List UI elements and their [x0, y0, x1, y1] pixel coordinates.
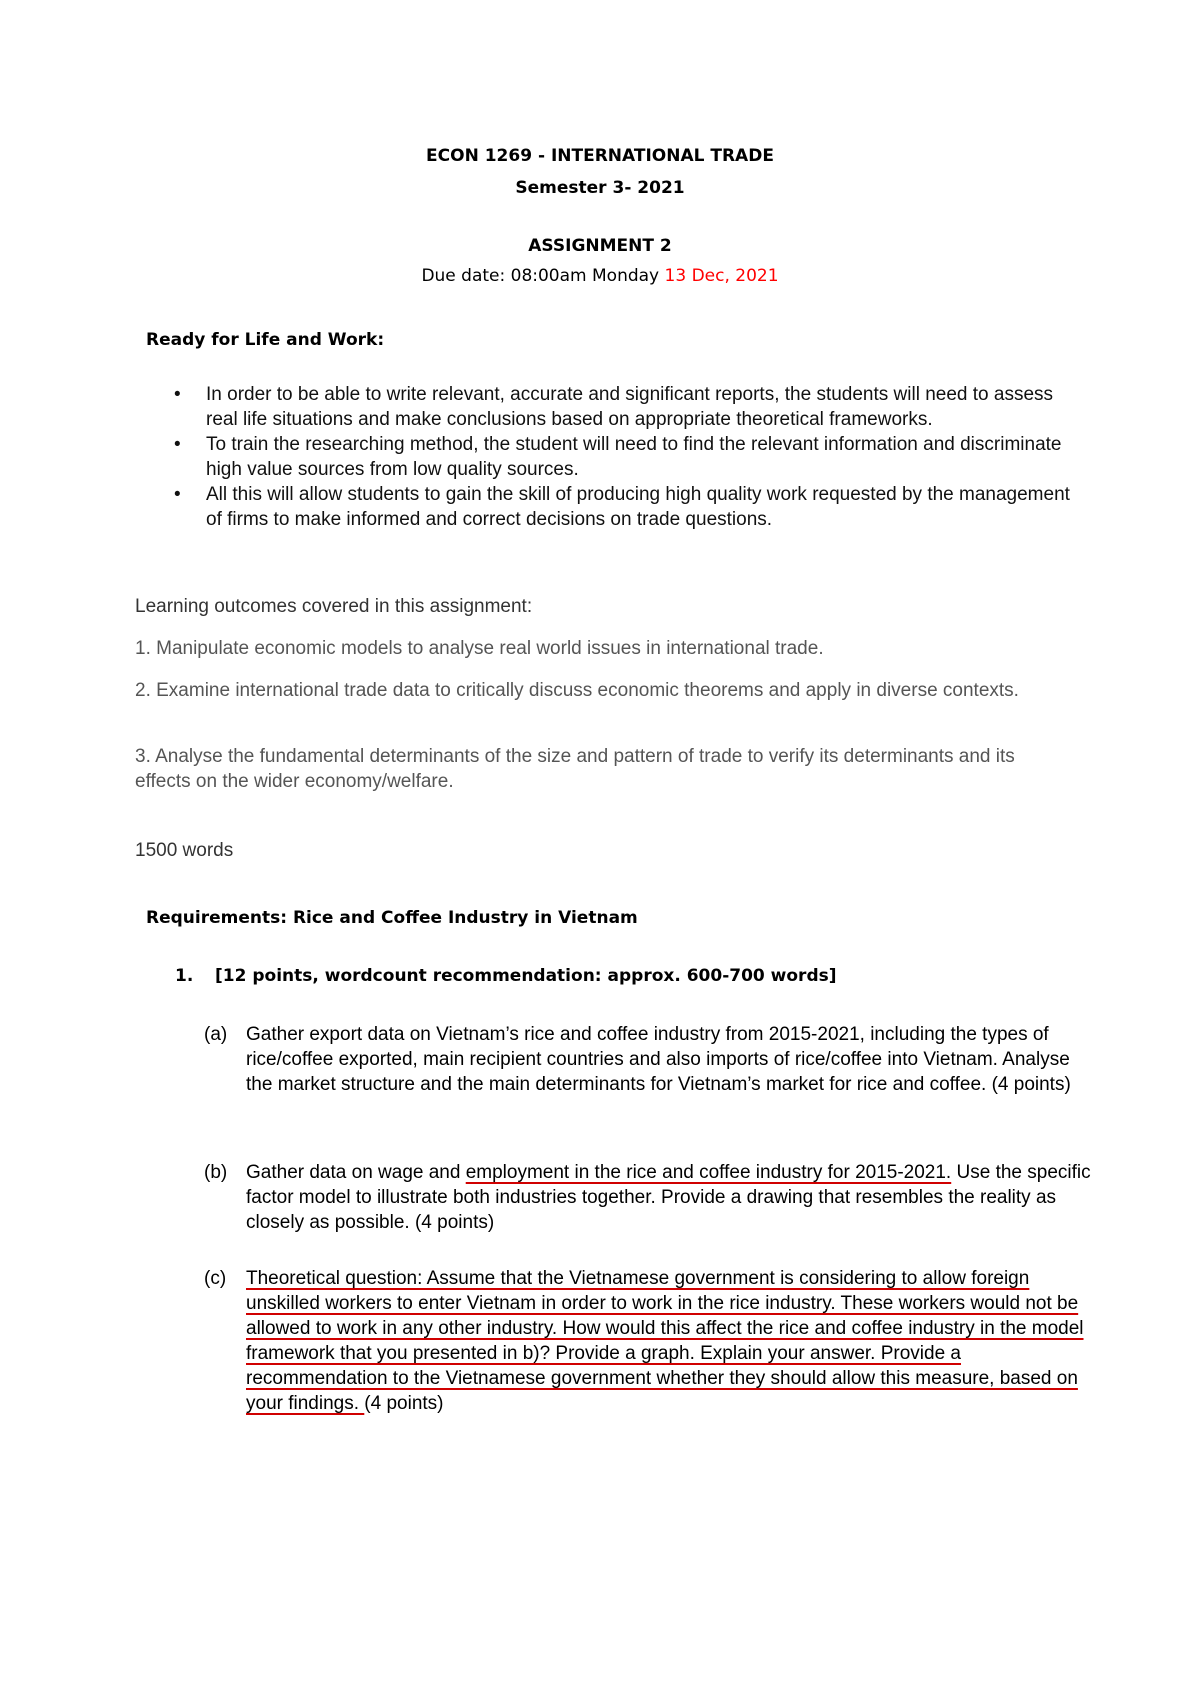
due-date-line — [0, 266, 1200, 286]
question-part-a — [204, 1022, 1094, 1097]
part-label: (b) — [204, 1162, 228, 1183]
list-item: • All this will allow students to gain the skill of producing high quality work requested by the management of firms to make informed and correct decisions on trade questions. — [174, 484, 1070, 530]
semester-line: Semester 3- 2021 — [515, 178, 685, 198]
question-1-title — [175, 966, 837, 986]
learning-outcomes-heading: Learning outcomes covered in this assignment: — [135, 596, 533, 617]
annotated-underline: employment in the rice and coffee industry for 2015-2021. — [465, 1162, 952, 1183]
part-label: (c) — [204, 1268, 227, 1289]
requirements-heading: Requirements: Rice and Coffee Industry in Vietnam — [146, 908, 638, 928]
part-text: Theoretical question: Assume that the Vietnamese government is considering to allow foreign unskilled workers to enter Vietnam in order to work in the rice industry. These workers would not be allowed to work in any other industry. How would this affect the rice and coffee industry in the model framework that you presented in b)? Provide a graph. Explain your answer. Provide a recommendation to the Vietnamese government whether they should allow this measure, based on your findings. (4 points) — [246, 1268, 1084, 1414]
ready-heading: Ready for Life and Work: — [146, 330, 385, 350]
bullet-icon: • — [174, 384, 181, 405]
question-part-c — [204, 1266, 1094, 1416]
question-part-b — [204, 1160, 1094, 1235]
question-title: [12 points, wordcount recommendation: approx. 600-700 words] — [215, 966, 837, 986]
annotated-underline: Theoretical question: Assume that the Vietnamese government is considering to allow foreign unskilled workers to enter Vietnam in order to work in the rice industry. These workers would not be allowed to work in any other industry. How would this affect the rice and coffee industry in the model framework that you presented in b)? Provide a graph. Explain your answer. Provide a recommendation to the Vietnamese government whether they should allow this measure, based on your findings. — [246, 1268, 1084, 1414]
list-item: • To train the researching method, the student will need to find the relevant information and discriminate high value sources from low quality sources. — [174, 434, 1062, 480]
word-count: 1500 words — [135, 840, 234, 861]
learning-outcome-2: 2. Examine international trade data to critically discuss economic theorems and apply in diverse contexts. — [135, 680, 1019, 701]
part-label: (a) — [204, 1024, 228, 1045]
due-date-prefix: Due date: 08:00am Monday — [421, 266, 665, 286]
course-title: ECON 1269 - INTERNATIONAL TRADE — [426, 146, 774, 166]
question-number: 1. — [175, 966, 194, 986]
learning-outcome-1: 1. Manipulate economic models to analyse real world issues in international trade. — [135, 638, 824, 659]
bullet-icon: • — [174, 434, 181, 455]
assignment-title: ASSIGNMENT 2 — [528, 236, 672, 256]
part-text: Gather data on wage and employment in the rice and coffee industry for 2015-2021. Use the specific factor model to illustrate both industries together. Provide a drawing that resembles the reality as closely as possible. (4 points) — [246, 1162, 1091, 1233]
learning-outcome-3: 3. Analyse the fundamental determinants of the size and pattern of trade to verify its determinants and its effects on the wider economy/welfare. — [135, 746, 1015, 792]
ready-bullet-list — [140, 382, 1080, 532]
bullet-icon: • — [174, 484, 181, 505]
due-date-value: 13 Dec, 2021 — [664, 266, 779, 286]
part-text: Gather export data on Vietnam’s rice and coffee industry from 2015-2021, including the types of rice/coffee exported, main recipient countries and also imports of rice/coffee into Vietnam. Analyse the market structure and the main determinants for Vietnam’s market for rice and coffee. (4 points) — [246, 1024, 1071, 1095]
list-item: • In order to be able to write relevant, accurate and significant reports, the students will need to assess real life situations and make conclusions based on appropriate theoretical frameworks. — [174, 384, 1054, 430]
